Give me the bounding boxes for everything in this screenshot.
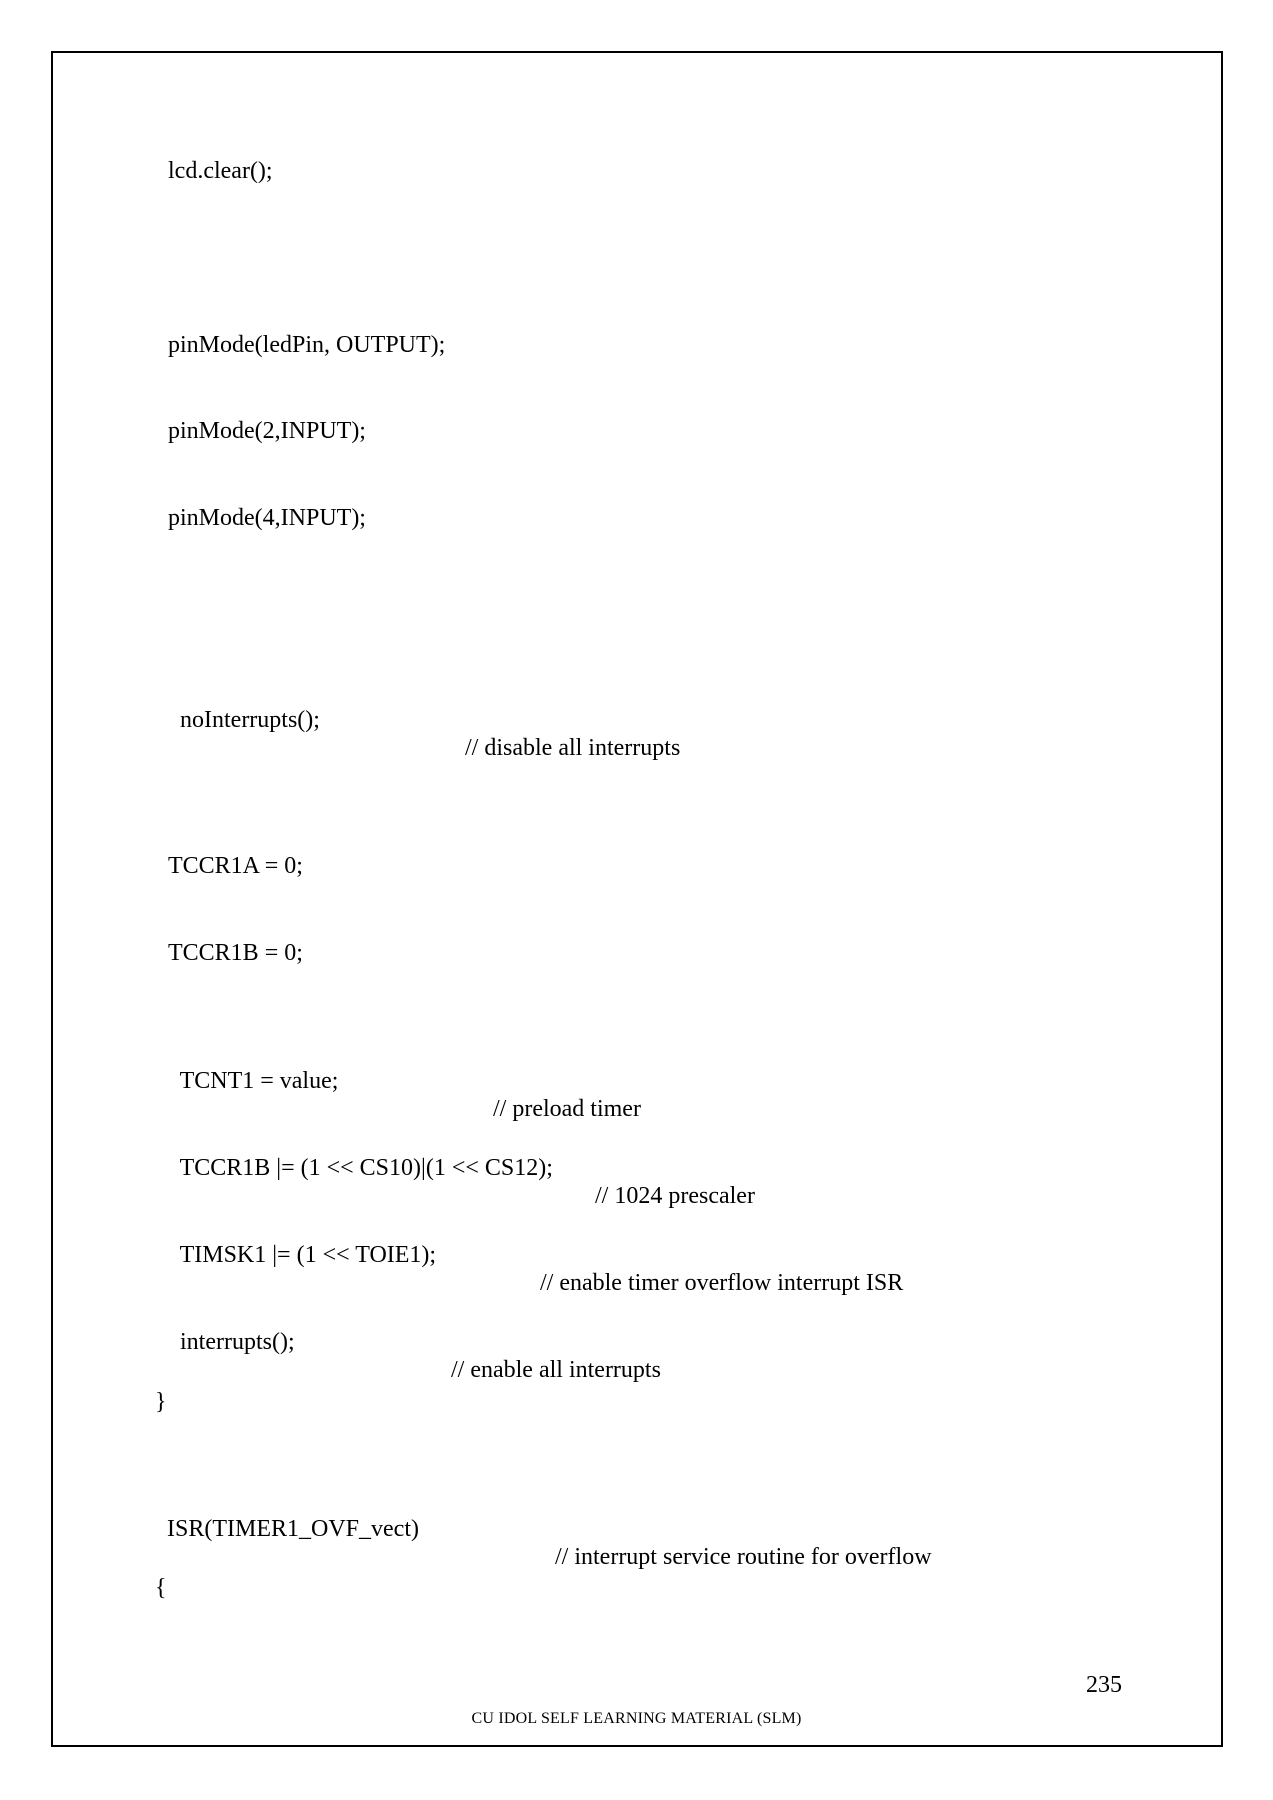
code-line-tcnt1: [168, 1039, 641, 1123]
code-line-pinmode-4: pinMode(4,INPUT);: [168, 505, 366, 531]
code-line-lcd-clear: lcd.clear();: [168, 158, 273, 184]
code-comment: // enable all interrupts: [451, 1357, 661, 1383]
code-comment: // 1024 prescaler: [595, 1183, 755, 1209]
code-line-tccr1b-prescaler: [168, 1126, 755, 1210]
code-line-timsk1: [168, 1213, 904, 1297]
code-statement: TCCR1B |= (1 << CS10)|(1 << CS12);: [179, 1155, 553, 1181]
code-line-interrupts: [168, 1300, 661, 1384]
code-line-isr: [155, 1487, 932, 1571]
code-line-tccr1a: TCCR1A = 0;: [168, 853, 303, 879]
code-line-close-brace: }: [155, 1389, 167, 1415]
page-number: 235: [1086, 1672, 1122, 1698]
code-comment: // interrupt service routine for overflow: [555, 1544, 932, 1570]
code-comment: // enable timer overflow interrupt ISR: [540, 1270, 904, 1296]
footer-text: CU IDOL SELF LEARNING MATERIAL (SLM): [471, 1710, 802, 1727]
code-comment: // preload timer: [493, 1096, 641, 1122]
code-line-tccr1b: TCCR1B = 0;: [168, 940, 303, 966]
code-line-no-interrupts: [168, 678, 681, 762]
code-line-open-brace: {: [155, 1575, 167, 1601]
code-statement: interrupts();: [180, 1329, 295, 1355]
code-statement: noInterrupts();: [180, 707, 320, 733]
code-statement: ISR(TIMER1_OVF_vect): [167, 1516, 419, 1542]
code-statement: TIMSK1 |= (1 << TOIE1);: [179, 1242, 437, 1268]
code-line-pinmode-2: pinMode(2,INPUT);: [168, 418, 366, 444]
code-statement: TCNT1 = value;: [179, 1068, 339, 1094]
code-comment: // disable all interrupts: [465, 735, 681, 761]
code-line-pinmode-led: pinMode(ledPin, OUTPUT);: [168, 332, 446, 358]
